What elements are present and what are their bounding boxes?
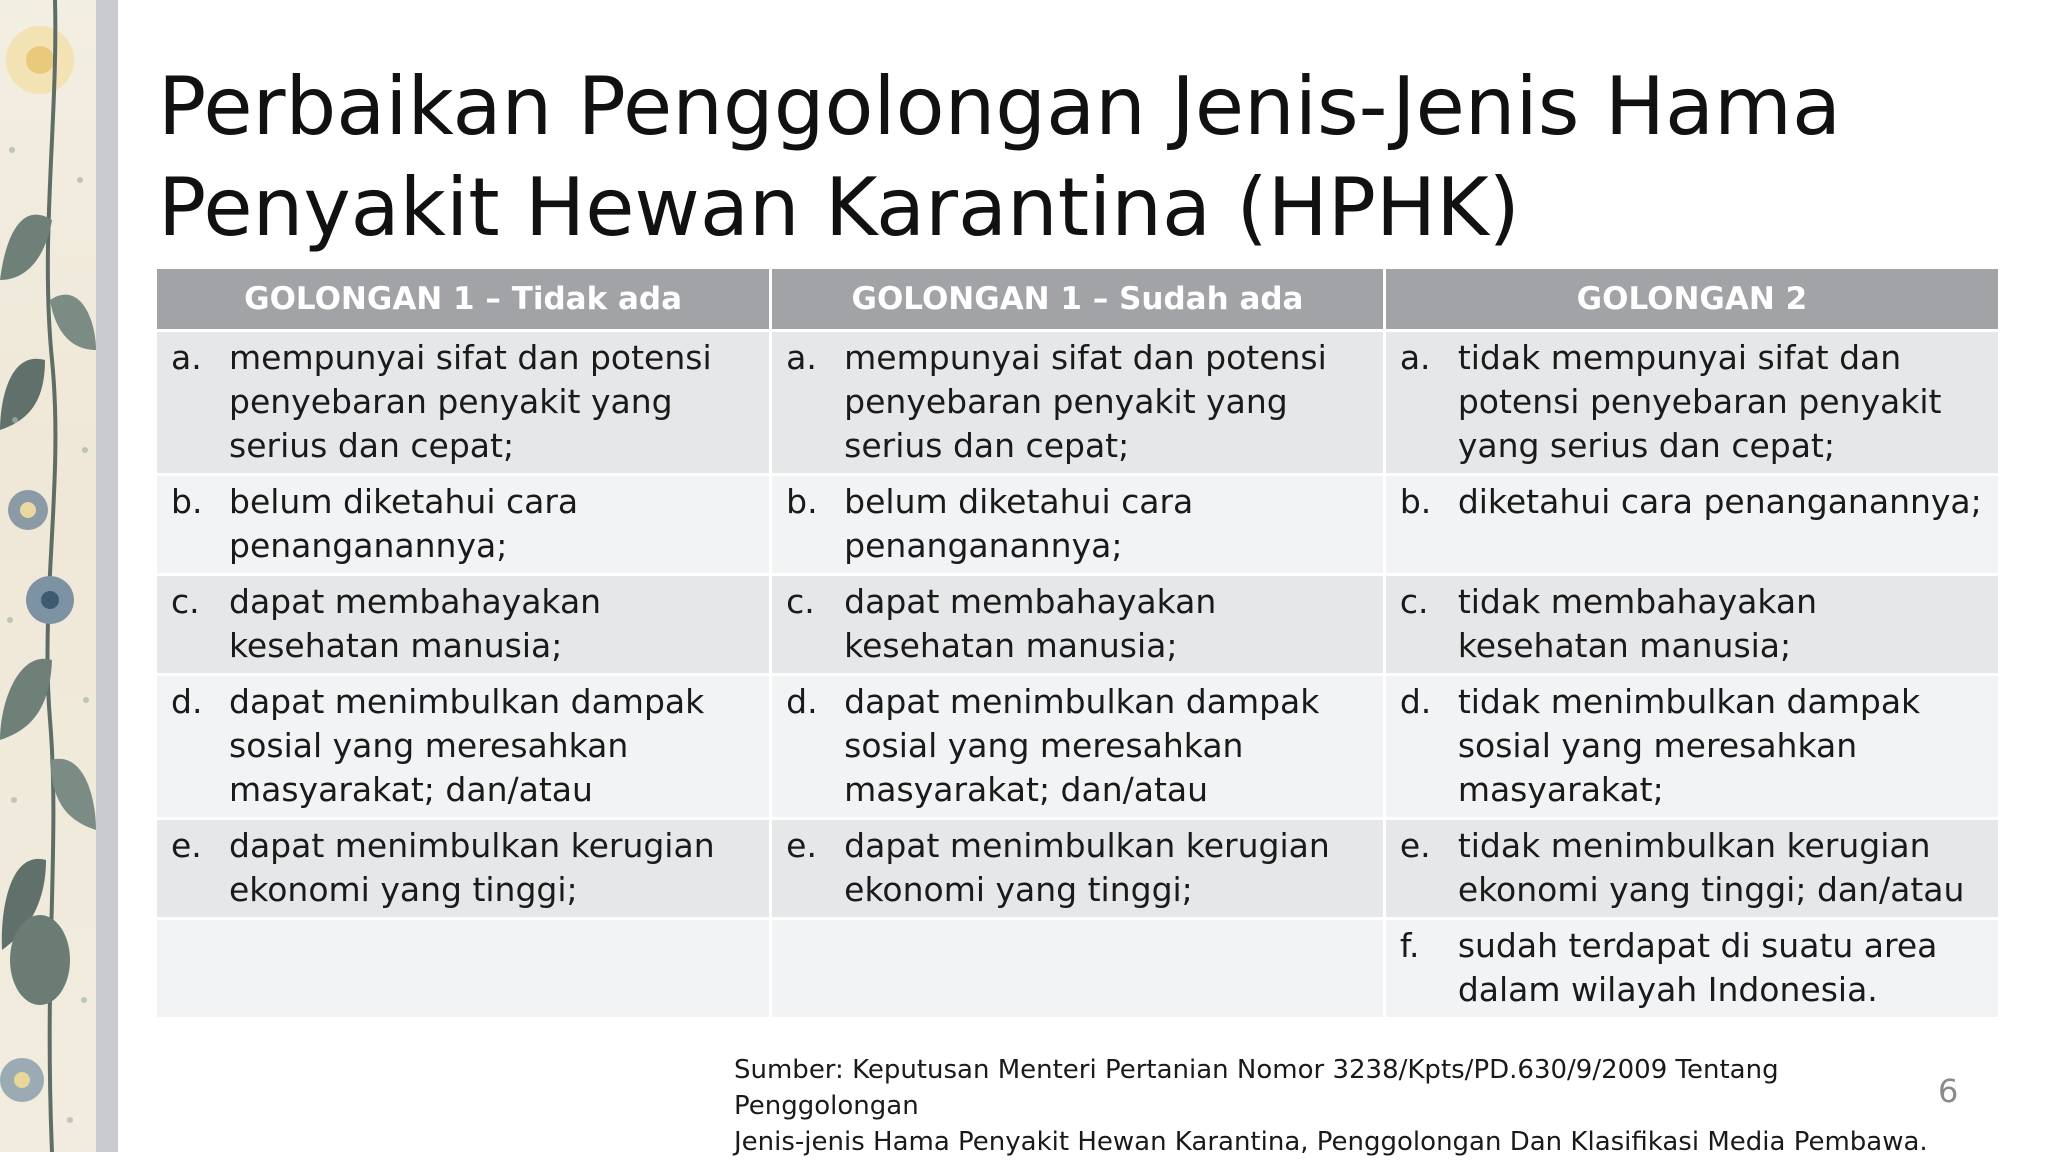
floral-decoration (0, 0, 96, 1152)
header-golongan-1-tidak-ada: GOLONGAN 1 – Tidak ada (157, 269, 771, 331)
table-cell (157, 331, 771, 475)
table-row (157, 919, 1998, 1019)
item-text: belum diketahui cara penanganannya; (229, 482, 579, 565)
table-cell (1384, 819, 1998, 919)
table-row (157, 475, 1998, 575)
floral-pattern-image (0, 0, 96, 1152)
source-citation (734, 1052, 1934, 1160)
table-row (157, 675, 1998, 819)
item-text: tidak mempunyai sifat dan potensi penyebaran penyakit yang serius dan cepat; (1457, 338, 1942, 465)
item-text: belum diketahui cara penanganannya; (844, 482, 1194, 565)
item-text: dapat menimbulkan dampak sosial yang meresahkan masyarakat; dan/atau (229, 682, 705, 809)
item-letter: f. (1399, 926, 1420, 965)
item-text: mempunyai sifat dan potensi penyebaran penyakit yang serius dan cepat; (844, 338, 1327, 465)
title-line-1: Perbaikan Penggolongan Jenis-Jenis Hama (158, 60, 1841, 153)
table-cell (1384, 919, 1998, 1019)
item-text: dapat menimbulkan dampak sosial yang meresahkan masyarakat; dan/atau (844, 682, 1320, 809)
item-letter: e. (171, 826, 202, 865)
item-letter: d. (171, 682, 203, 721)
table-cell (771, 819, 1385, 919)
table-cell (1384, 475, 1998, 575)
item-letter: e. (1399, 826, 1431, 865)
table-cell (157, 675, 771, 819)
item-letter: e. (786, 826, 817, 865)
item-letter: d. (1399, 682, 1432, 721)
table-cell (1384, 575, 1998, 675)
table-cell (771, 475, 1385, 575)
source-line-2: Jenis-jenis Hama Penyakit Hewan Karantina, Penggolongan Dan Klasifikasi Media Pembawa. (734, 1127, 1928, 1157)
item-letter: d. (786, 682, 818, 721)
table-header-row (157, 269, 1998, 331)
item-letter: b. (1399, 482, 1432, 521)
item-letter: b. (171, 482, 203, 521)
item-letter: b. (786, 482, 818, 521)
header-golongan-1-sudah-ada: GOLONGAN 1 – Sudah ada (771, 269, 1385, 331)
table-cell (771, 575, 1385, 675)
table-cell (1384, 331, 1998, 475)
page-number: 6 (1938, 1072, 1959, 1110)
table-row (157, 819, 1998, 919)
item-text: sudah terdapat di suatu area dalam wilayah Indonesia. (1457, 926, 1938, 1009)
item-text: dapat membahayakan kesehatan manusia; (229, 582, 602, 665)
strip-border (96, 0, 118, 1152)
table-cell (157, 575, 771, 675)
table-cell (771, 675, 1385, 819)
item-text: dapat menimbulkan kerugian ekonomi yang tinggi; (844, 826, 1330, 909)
item-letter: a. (171, 338, 202, 377)
item-text: tidak membahayakan kesehatan manusia; (1457, 582, 1818, 665)
item-text: diketahui cara penanganannya; (1457, 482, 1982, 521)
item-letter: a. (786, 338, 817, 377)
table-cell (157, 919, 771, 1019)
item-letter: c. (786, 582, 815, 621)
item-letter: c. (1399, 582, 1429, 621)
table-cell (1384, 675, 1998, 819)
hphk-classification-table (157, 269, 1998, 1020)
item-text: dapat menimbulkan kerugian ekonomi yang tinggi; (229, 826, 715, 909)
source-line-1: Sumber: Keputusan Menteri Pertanian Nomor 3238/Kpts/PD.630/9/2009 Tentang Penggolongan (734, 1055, 1779, 1121)
table-row (157, 331, 1998, 475)
item-text: tidak menimbulkan dampak sosial yang meresahkan masyarakat; (1457, 682, 1921, 809)
table-cell (157, 819, 771, 919)
table-cell (771, 331, 1385, 475)
item-letter: c. (171, 582, 200, 621)
table-cell (157, 475, 771, 575)
table-row (157, 575, 1998, 675)
slide-title (158, 56, 1978, 258)
item-text: tidak menimbulkan kerugian ekonomi yang tinggi; dan/atau (1457, 826, 1965, 909)
table-cell (771, 919, 1385, 1019)
header-golongan-2: GOLONGAN 2 (1384, 269, 1998, 331)
item-text: dapat membahayakan kesehatan manusia; (844, 582, 1217, 665)
item-letter: a. (1399, 338, 1431, 377)
title-line-2: Penyakit Hewan Karantina (HPHK) (158, 161, 1520, 254)
item-text: mempunyai sifat dan potensi penyebaran penyakit yang serius dan cepat; (229, 338, 712, 465)
